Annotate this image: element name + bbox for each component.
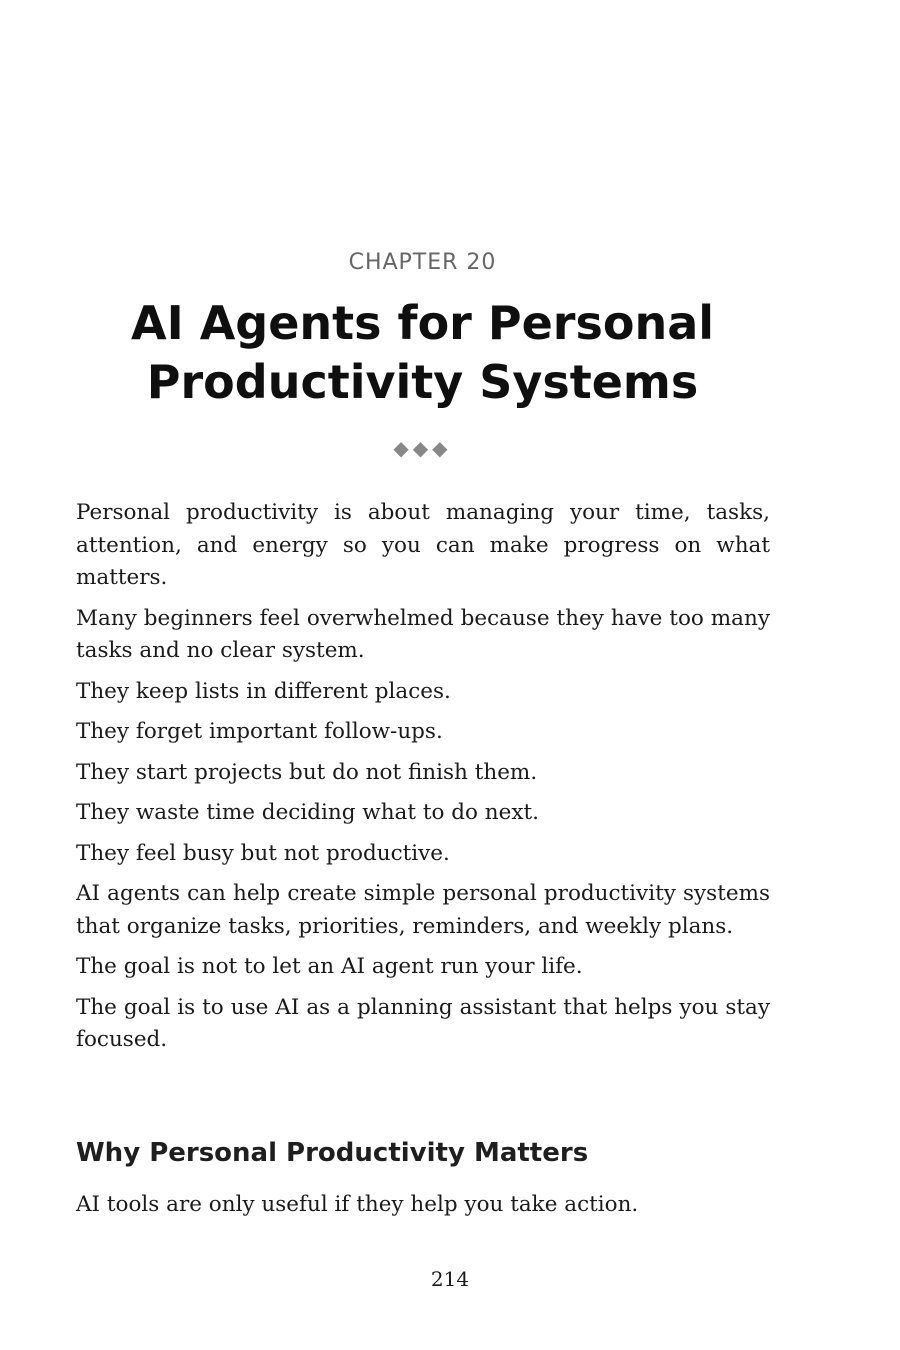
chapter-label: CHAPTER 20 xyxy=(348,250,497,275)
paragraph: The goal is not to let an AI agent run your life. xyxy=(76,954,583,979)
paragraph: They feel busy but not productive. xyxy=(76,840,450,866)
paragraph: They start projects but do not finish them. xyxy=(76,759,538,785)
section-ornament: ◆◆◆ xyxy=(393,436,452,460)
chapter-title: AI Agents for Personal Productivity Systems xyxy=(130,296,715,409)
section-paragraph: AI tools are only useful if they help you take action. xyxy=(76,1192,639,1217)
chapter-body xyxy=(76,497,770,1065)
page-number: 214 xyxy=(430,1267,470,1291)
paragraph: Many beginners feel overwhelmed because they have too many tasks and no clear system. xyxy=(76,605,770,663)
paragraph: The goal is to use AI as a planning assistant that helps you stay focused. xyxy=(76,994,770,1052)
paragraph: Personal productivity is about managing your time, tasks, attention, and energy so you can make progress on what matters. xyxy=(76,500,770,590)
section-heading: Why Personal Productivity Matters xyxy=(76,1138,589,1168)
paragraph: They forget important follow-ups. xyxy=(76,719,443,744)
paragraph: They waste time deciding what to do next. xyxy=(76,800,539,825)
paragraph: AI agents can help create simple personal productivity systems that organize tasks, priorities, reminders, and weekly plans. xyxy=(76,881,770,939)
paragraph: They keep lists in different places. xyxy=(76,678,451,704)
